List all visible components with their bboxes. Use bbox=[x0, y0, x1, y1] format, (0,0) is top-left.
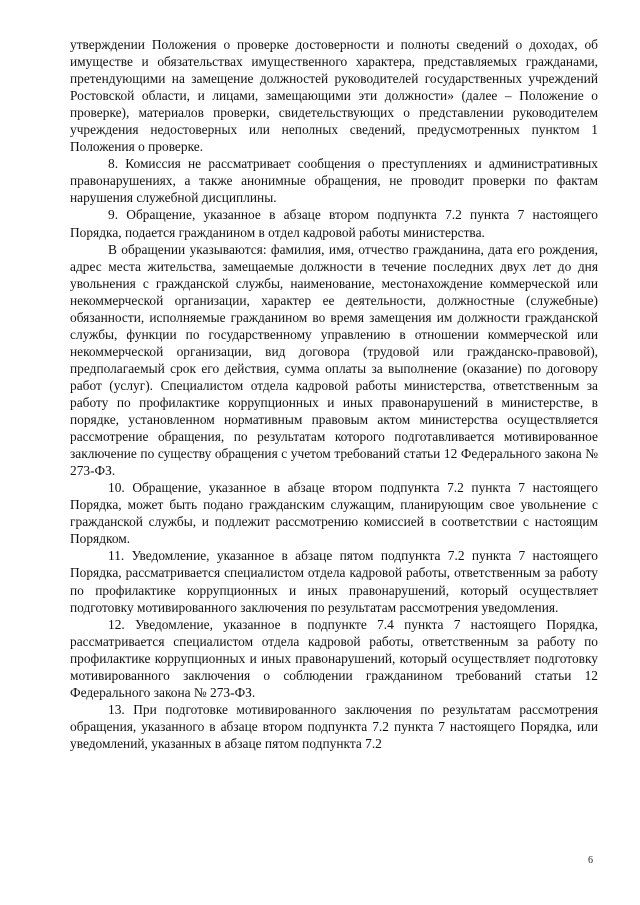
paragraph-continuation: утверждении Положения о проверке достоверности и полноты сведений о доходах, об имуществе и обязательствах имущественного характера, представляемых гражданами, претендующими на замещение должностей руководителей государственных учреждений Ростовской области, и лицами, замещающими эти должности» (далее – Положение о проверке), материалов проверки, свидетельствующих о представлении руководителем учреждения недостоверных или неполных сведений, предусмотренных пунктом 1 Положения о проверке. bbox=[70, 37, 598, 155]
paragraph-item-11: 11. Уведомление, указанное в абзаце пятом подпункта 7.2 пункта 7 настоящего Порядка, рассматривается специалистом отдела кадровой работы, ответственным за работу по профилактике коррупционных и иных правонарушений, который осуществляет подготовку мотивированного заключения по результатам рассмотрения уведомления. bbox=[70, 548, 598, 615]
paragraph-item-9: 9. Обращение, указанное в абзаце втором подпункта 7.2 пункта 7 настоящего Порядка, подается гражданином в отдел кадровой работы министерства. bbox=[70, 207, 598, 240]
page-number: 6 bbox=[588, 855, 593, 866]
paragraph-item-12: 12. Уведомление, указанное в подпункте 7.4 пункта 7 настоящего Порядка, рассматривается специалистом отдела кадровой работы, ответственным за работу по профилактике коррупционных и иных правонарушений, который осуществляет подготовку мотивированного заключения о соблюдении гражданином требований статьи 12 Федерального закона № 273-ФЗ. bbox=[70, 616, 598, 700]
paragraph-item-10: 10. Обращение, указанное в абзаце втором подпункта 7.2 пункта 7 настоящего Порядка, может быть подано гражданским служащим, планирующим свое увольнение с гражданской службы, и подлежит рассмотрению комиссией в соответствии с настоящим Порядком. bbox=[70, 480, 598, 547]
document-body bbox=[70, 36, 598, 752]
paragraph-item-13: 13. При подготовке мотивированного заключения по результатам рассмотрения обращения, указанного в абзаце втором подпункта 7.2 пункта 7 настоящего Порядка, или уведомлений, указанных в абзаце пятом подпункта 7.2 bbox=[70, 701, 598, 751]
paragraph-item-8: 8. Комиссия не рассматривает сообщения о преступлениях и административных правонарушениях, а также анонимные обращения, не проводит проверки по фактам нарушения служебной дисциплины. bbox=[70, 156, 598, 206]
paragraph-appeal-contents: В обращении указываются: фамилия, имя, отчество гражданина, дата его рождения, адрес места жительства, замещаемые должности в течение последних двух лет до дня увольнения с гражданской службы, наименование, местонахождение коммерческой или некоммерческой организации, характер ее деятельности, должностные (служебные) обязанности, исполняемые гражданином во время замещения им должности гражданской службы, функции по государственному управлению в отношении коммерческой или некоммерческой организации, вид договора (трудовой или гражданско-правовой), предполагаемый срок его действия, сумма оплаты за выполнение (оказание) по договору работ (услуг). Специалистом отдела кадровой работы министерства, ответственным за работу по профилактике коррупционных и иных правонарушений в министерстве, в порядке, установленном нормативным правовым актом министерства осуществляется рассмотрение обращения, по результатам которого подготавливается мотивированное заключение по существу обращения с учетом требований статьи 12 Федерального закона № 273-ФЗ. bbox=[70, 241, 598, 479]
